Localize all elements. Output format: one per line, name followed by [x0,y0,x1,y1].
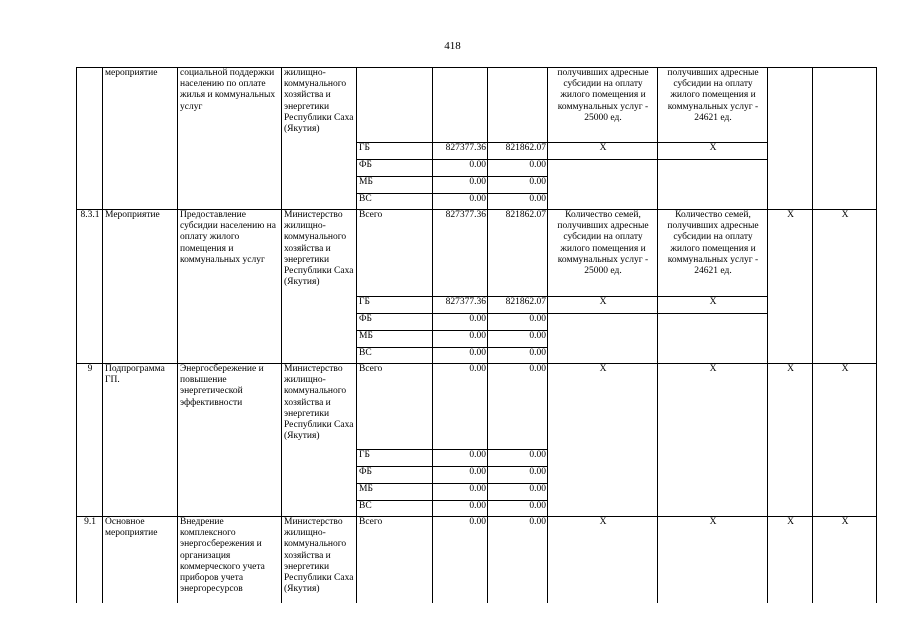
mark-cell: Х [768,517,813,604]
result-plan: получивших адресные субсидии на оплату жилого помещения и коммунальных услуг - 25000 ед. [548,68,658,143]
fact-amount: 0.00 [488,467,548,484]
fact-amount: 0.00 [488,177,548,194]
fact-amount: 0.00 [488,314,548,331]
result-fact-mark: Х [658,297,768,314]
result-plan-mark: Х [548,297,658,314]
plan-amount: 0.00 [433,177,488,194]
fact-amount: 0.00 [488,331,548,348]
fund-label [357,68,433,143]
fund-label: Всего [357,517,433,604]
fund-label: ГБ [357,450,433,467]
plan-amount: 0.00 [433,348,488,364]
row-name: Внедрение комплексного энергосбережения и организация коммерческого учета приборов учета энергоресурсов [178,517,282,604]
fund-label: ФБ [357,467,433,484]
row-executor: Министерство жилищно-коммунального хозяйства и энергетики Республики Саха (Якутия) [282,517,357,604]
fact-amount: 0.00 [488,348,548,364]
fact-amount: 821862.07 [488,297,548,314]
result-fact-mark: Х [658,517,768,604]
mark-cell [813,68,877,210]
row-index: 9.1 [77,517,103,604]
fund-label: МБ [357,484,433,501]
fact-amount: 0.00 [488,160,548,177]
result-plan-empty [548,314,658,364]
plan-amount: 0.00 [433,364,488,450]
result-plan-mark: Х [548,364,658,517]
row-name: Предоставление субсидии населению на оплату жилого помещения и коммунальных услуг [178,210,282,364]
plan-amount: 827377.36 [433,143,488,160]
result-fact-mark: Х [658,364,768,517]
table-row [77,364,877,450]
table-row [77,210,877,297]
row-type: Подпрограмма ГП. [103,364,178,517]
row-name: Энергосбережение и повышение энергетической эффективности [178,364,282,517]
fact-amount: 0.00 [488,194,548,210]
fund-label: ВС [357,348,433,364]
result-plan-mark: Х [548,143,658,160]
row-index: 8.3.1 [77,210,103,364]
row-type: Основное мероприятие [103,517,178,604]
program-report-table [76,67,877,603]
fact-amount: 0.00 [488,501,548,517]
result-fact-mark: Х [658,143,768,160]
mark-cell: Х [768,364,813,517]
page-number: 418 [444,40,461,52]
plan-amount: 0.00 [433,501,488,517]
mark-cell: Х [813,210,877,364]
row-type: мероприятие [103,68,178,210]
fact-amount [488,68,548,143]
fund-label: ГБ [357,297,433,314]
plan-amount: 827377.36 [433,297,488,314]
fact-amount: 0.00 [488,450,548,467]
plan-amount: 0.00 [433,484,488,501]
fact-amount: 0.00 [488,484,548,501]
plan-amount [433,68,488,143]
plan-amount: 0.00 [433,314,488,331]
fact-amount: 821862.07 [488,210,548,297]
row-index: 9 [77,364,103,517]
result-plan: Количество семей, получивших адресные субсидии на оплату жилого помещения и коммунальных услуг - 25000 ед. [548,210,658,297]
fund-label: ФБ [357,160,433,177]
fund-label: МБ [357,177,433,194]
fund-label: ВС [357,501,433,517]
row-executor: Министерство жилищно-коммунального хозяйства и энергетики Республики Саха (Якутия) [282,210,357,364]
fund-label: МБ [357,331,433,348]
mark-cell [768,68,813,210]
row-executor: жилищно-коммунального хозяйства и энергетики Республики Саха (Якутия) [282,68,357,210]
plan-amount: 0.00 [433,450,488,467]
result-plan-mark: Х [548,517,658,604]
table-row [77,517,877,604]
fund-label: Всего [357,364,433,450]
row-executor: Министерство жилищно-коммунального хозяйства и энергетики Республики Саха (Якутия) [282,364,357,517]
plan-amount: 827377.36 [433,210,488,297]
row-name: социальной поддержки населению по оплате жилья и коммунальных услуг [178,68,282,210]
fund-label: Всего [357,210,433,297]
result-fact: Количество семей, получивших адресные субсидии на оплату жилого помещения и коммунальных услуг - 24621 ед. [658,210,768,297]
fact-amount: 0.00 [488,364,548,450]
fact-amount: 0.00 [488,517,548,604]
result-fact-empty [658,160,768,210]
mark-cell: Х [813,364,877,517]
result-plan-empty [548,160,658,210]
table-row [77,68,877,143]
mark-cell: Х [768,210,813,364]
plan-amount: 0.00 [433,467,488,484]
fund-label: ВС [357,194,433,210]
fund-label: ФБ [357,314,433,331]
plan-amount: 0.00 [433,331,488,348]
row-index [77,68,103,210]
plan-amount: 0.00 [433,160,488,177]
mark-cell: Х [813,517,877,604]
fund-label: ГБ [357,143,433,160]
result-fact-empty [658,314,768,364]
plan-amount: 0.00 [433,194,488,210]
result-fact: получивших адресные субсидии на оплату жилого помещения и коммунальных услуг - 24621 ед. [658,68,768,143]
fact-amount: 821862.07 [488,143,548,160]
plan-amount: 0.00 [433,517,488,604]
row-type: Мероприятие [103,210,178,364]
